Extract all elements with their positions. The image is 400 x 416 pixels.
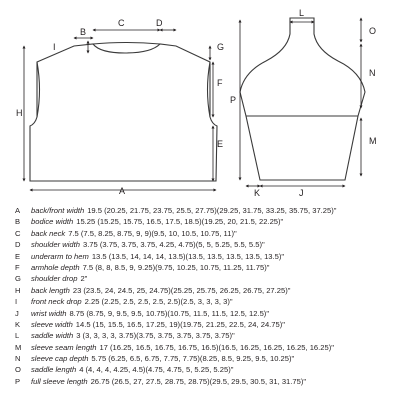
legend-value: 23 (23.5, 24, 24.5, 25, 24.75)(25.25, 25.75, 26.25, 26.75, 27.25)" (72, 285, 291, 295)
legend-value: 8.75 (8.75, 9, 9.5, 9.5, 10.75)(10.75, 11.5, 11.5, 12.5, 12.5)" (69, 308, 270, 318)
legend-row (15, 262, 395, 273)
label-i: I (53, 42, 56, 52)
body-piece (16, 18, 224, 196)
legend-row (15, 216, 395, 227)
label-n: N (369, 68, 376, 78)
legend-row (15, 342, 395, 353)
legend-value: 17 (16.25, 16.5, 16.75, 16.75, 16.5)(16.5, 16.25, 16.25, 16.25, 16.25)" (99, 342, 334, 352)
legend-letter: K (15, 319, 21, 329)
legend-letter: A (15, 206, 21, 215)
legend-letter: I (15, 297, 18, 307)
legend-label: full sleeve length (31, 376, 88, 386)
legend-value: 5.75 (6.25, 6.5, 6.75, 7.75, 7.75)(8.25, 8.5, 9.25, 9.5, 10.25)" (91, 354, 295, 364)
legend-row (15, 353, 395, 364)
legend-value: 14.5 (15, 15.5, 16.5, 17.25, 19)(19.75, 21.25, 22.5, 24, 24.75)" (75, 319, 285, 329)
legend-letter: F (15, 262, 20, 272)
legend-label: underarm to hem (31, 251, 89, 261)
label-k: K (254, 188, 261, 198)
legend-value: 3.75 (3.75, 3.75, 3.75, 4.25, 4.75)(5, 5, 5.25, 5.5, 5.5)" (82, 240, 265, 250)
label-h: H (16, 108, 23, 118)
legend-label: armhole depth (31, 262, 80, 272)
legend-value: 7.5 (7.5, 8.25, 8.75, 9, 9)(9.5, 10, 10.5, 10.75, 11)" (68, 228, 237, 238)
measurement-legend (15, 205, 395, 387)
legend-label: shoulder drop (31, 274, 78, 284)
legend-row (15, 251, 395, 262)
legend-letter: B (15, 217, 21, 227)
legend-label: front neck drop (31, 297, 82, 307)
legend-letter: C (15, 228, 21, 238)
legend-row (15, 330, 395, 341)
legend-row (15, 376, 395, 387)
label-j: J (299, 188, 304, 198)
legend-row (15, 239, 395, 250)
legend-label: bodice width (31, 217, 74, 227)
legend-row (15, 364, 395, 375)
label-p: P (230, 95, 237, 105)
legend-row (15, 273, 395, 284)
body-outline (30, 44, 217, 181)
legend-row (15, 205, 395, 216)
label-g: G (217, 42, 225, 52)
legend-label: sleeve cap depth (31, 354, 89, 364)
label-d: D (156, 18, 163, 28)
legend-letter: M (15, 342, 22, 352)
legend-row (15, 319, 395, 330)
legend-label: shoulder width (31, 240, 80, 250)
legend-label: back neck (31, 228, 66, 238)
legend-row (15, 308, 395, 319)
legend-value: 3 (3, 3, 3, 3, 3.75)(3.75, 3.75, 3.75, 3.75, 3.75)" (76, 331, 235, 341)
legend-label: back length (31, 285, 70, 295)
legend-letter: O (15, 365, 21, 375)
legend-value: 4 (4, 4, 4, 4.25, 4.5)(4.75, 4.75, 5, 5.25, 5.25)" (79, 365, 234, 375)
legend-value: 2" (80, 274, 88, 284)
legend-row (15, 296, 395, 307)
legend-letter: E (15, 251, 21, 261)
legend-label: saddle length (31, 365, 77, 375)
legend-value: 15.25 (15.25, 15.75, 16.5, 17.5, 18.5)(19.25, 20, 21.5, 22.25)" (76, 217, 284, 227)
legend-letter: J (15, 308, 19, 318)
sleeve-outline (240, 18, 365, 180)
legend-row (15, 285, 395, 296)
legend-value: 2.25 (2.25, 2.5, 2.5, 2.5, 2.5)(2.5, 3, 3, 3, 3)" (84, 297, 233, 307)
legend-label: wrist width (31, 308, 67, 318)
legend-value: 19.5 (20.25, 21.75, 23.75, 25.5, 27.75)(29.25, 31.75, 33.25, 35.75, 37.25)" (87, 206, 337, 215)
legend-value: 13.5 (13.5, 14, 14, 14, 13.5)(13.5, 13.5, 13.5, 13.5, 13.5)" (91, 251, 285, 261)
legend-letter: N (15, 354, 21, 364)
front-neck-curve (93, 43, 160, 45)
legend-letter: P (15, 376, 21, 386)
legend-label: sleeve seam length (31, 342, 97, 352)
schematic-diagram (0, 0, 400, 200)
legend-label: sleeve width (31, 319, 73, 329)
label-e: E (217, 139, 224, 149)
legend-letter: L (15, 331, 20, 341)
legend-letter: G (15, 274, 21, 284)
legend-label: back/front width (31, 206, 85, 215)
legend-letter: D (15, 240, 21, 250)
label-f: F (217, 78, 223, 88)
legend-letter: H (15, 285, 21, 295)
legend-value: 7.5 (8, 8, 8.5, 9, 9.25)(9.75, 10.25, 10.75, 11.25, 11.75)" (82, 262, 270, 272)
label-o: O (369, 26, 377, 36)
label-b: B (80, 27, 87, 37)
legend-value: 26.75 (26.5, 27, 27.5, 28.75, 28.75)(29.5, 29.5, 30.5, 31, 31.75)" (90, 376, 307, 386)
label-c: C (118, 18, 125, 28)
label-a: A (119, 186, 126, 196)
legend-row (15, 228, 395, 239)
label-l: L (299, 8, 305, 18)
label-m: M (369, 136, 377, 146)
legend-label: saddle width (31, 331, 74, 341)
sleeve-piece (230, 8, 377, 198)
